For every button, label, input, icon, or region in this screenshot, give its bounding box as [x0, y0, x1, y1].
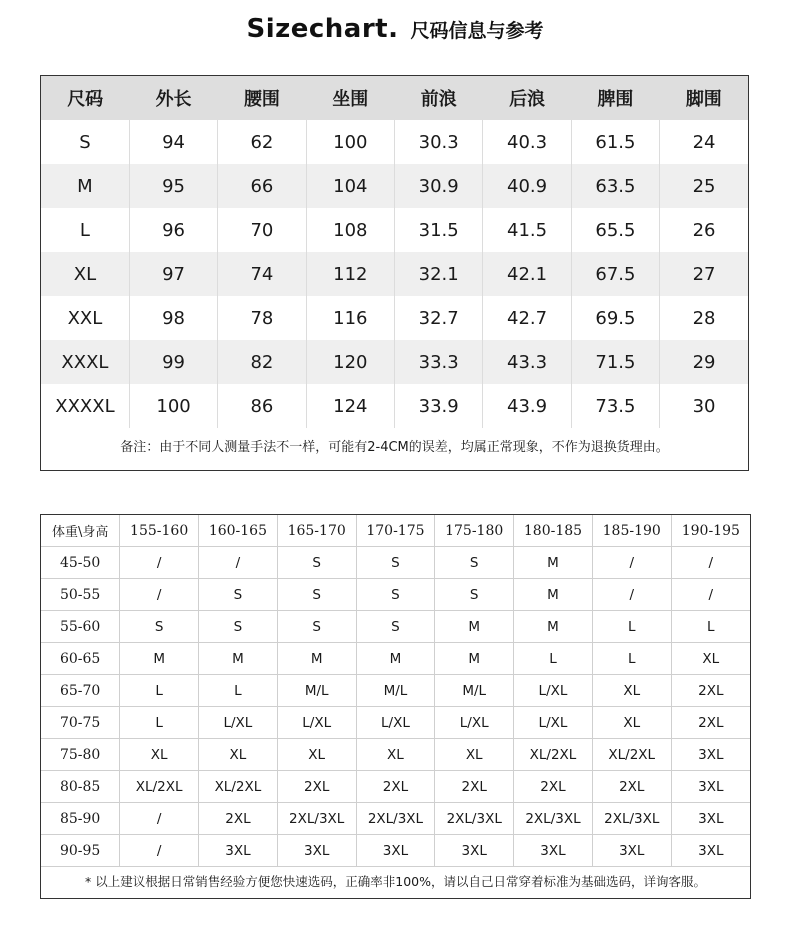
height-range-header-cell: 155-160 [120, 515, 199, 547]
recommended-size-cell: / [120, 547, 199, 579]
recommended-size-cell: 3XL [671, 739, 750, 771]
size-chart-cell: 40.9 [483, 164, 571, 208]
size-chart-cell: 100 [129, 384, 217, 428]
size-chart-header-cell: 腰围 [218, 76, 306, 120]
size-chart-cell: 73.5 [571, 384, 659, 428]
recommended-size-cell: M/L [277, 675, 356, 707]
height-range-header-cell: 170-175 [356, 515, 435, 547]
recommended-size-cell: L/XL [514, 707, 593, 739]
height-range-header-cell: 160-165 [199, 515, 278, 547]
size-chart-cell: 33.3 [395, 340, 483, 384]
recommended-size-cell: S [356, 579, 435, 611]
height-range-header-cell: 165-170 [277, 515, 356, 547]
size-label-cell: S [41, 120, 129, 164]
recommended-size-cell: XL/2XL [514, 739, 593, 771]
size-chart-cell: 82 [218, 340, 306, 384]
recommended-size-cell: 2XL/3XL [277, 803, 356, 835]
size-chart-row [41, 384, 748, 428]
title-main: Sizechart. [246, 14, 399, 44]
size-chart-cell: 116 [306, 296, 394, 340]
size-chart-row [41, 164, 748, 208]
weight-height-row [41, 803, 750, 835]
weight-height-row [41, 579, 750, 611]
recommended-size-cell: / [671, 547, 750, 579]
weight-height-row [41, 739, 750, 771]
recommended-size-cell: M [120, 643, 199, 675]
recommended-size-cell: L [514, 643, 593, 675]
recommended-size-cell: / [120, 579, 199, 611]
size-label-cell: XXL [41, 296, 129, 340]
weight-height-row [41, 643, 750, 675]
recommended-size-cell: 2XL/3XL [356, 803, 435, 835]
recommended-size-cell: 2XL [671, 675, 750, 707]
size-chart-cell: 28 [660, 296, 748, 340]
recommended-size-cell: 2XL [671, 707, 750, 739]
size-chart-cell: 26 [660, 208, 748, 252]
recommended-size-cell: 3XL [356, 835, 435, 867]
recommended-size-cell: S [435, 547, 514, 579]
recommended-size-cell: 2XL [199, 803, 278, 835]
weight-range-cell: 60-65 [41, 643, 120, 675]
recommended-size-cell: L/XL [514, 675, 593, 707]
recommended-size-cell: XL [671, 643, 750, 675]
size-chart-header-cell: 前浪 [395, 76, 483, 120]
recommended-size-cell: M [199, 643, 278, 675]
size-chart-row [41, 340, 748, 384]
weight-height-row [41, 611, 750, 643]
recommended-size-cell: S [356, 611, 435, 643]
size-chart-cell: 104 [306, 164, 394, 208]
size-chart-cell: 30.3 [395, 120, 483, 164]
recommended-size-cell: L/XL [277, 707, 356, 739]
recommended-size-cell: L [199, 675, 278, 707]
recommended-size-cell: M/L [356, 675, 435, 707]
recommended-size-cell: 3XL [592, 835, 671, 867]
recommended-size-cell: / [199, 547, 278, 579]
size-chart-cell: 32.7 [395, 296, 483, 340]
size-label-cell: XXXXL [41, 384, 129, 428]
recommended-size-cell: 3XL [514, 835, 593, 867]
page-title [0, 14, 790, 58]
size-chart-cell: 86 [218, 384, 306, 428]
recommended-size-cell: L [120, 675, 199, 707]
recommended-size-cell: 2XL [277, 771, 356, 803]
size-chart-cell: 124 [306, 384, 394, 428]
recommended-size-cell: M [356, 643, 435, 675]
size-chart-cell: 120 [306, 340, 394, 384]
recommended-size-cell: 2XL [514, 771, 593, 803]
weight-range-cell: 85-90 [41, 803, 120, 835]
size-chart-cell: 29 [660, 340, 748, 384]
recommended-size-cell: 3XL [199, 835, 278, 867]
recommended-size-cell: 2XL [592, 771, 671, 803]
size-chart-cell: 24 [660, 120, 748, 164]
recommended-size-cell: M [514, 547, 593, 579]
size-chart-header-cell: 外长 [129, 76, 217, 120]
recommended-size-cell: L [120, 707, 199, 739]
size-chart-cell: 108 [306, 208, 394, 252]
size-chart-cell: 61.5 [571, 120, 659, 164]
recommended-size-cell: 3XL [277, 835, 356, 867]
recommended-size-cell: L [592, 643, 671, 675]
recommended-size-cell: / [592, 579, 671, 611]
recommended-size-cell: XL [199, 739, 278, 771]
recommended-size-cell: XL/2XL [199, 771, 278, 803]
recommended-size-cell: / [120, 835, 199, 867]
recommended-size-cell: / [671, 579, 750, 611]
size-chart-cell: 31.5 [395, 208, 483, 252]
size-chart-cell: 112 [306, 252, 394, 296]
recommended-size-cell: 2XL/3XL [592, 803, 671, 835]
size-chart-body [41, 120, 748, 428]
size-chart-cell: 27 [660, 252, 748, 296]
size-chart-cell: 97 [129, 252, 217, 296]
recommended-size-cell: S [277, 611, 356, 643]
weight-height-note: * 以上建议根据日常销售经验方便您快速选码，正确率非100%，请以自己日常穿着标准为基础选码，详询客服。 [85, 874, 706, 889]
weight-height-row [41, 835, 750, 867]
recommended-size-cell: S [199, 611, 278, 643]
size-chart-box [40, 75, 749, 471]
recommended-size-cell: 2XL/3XL [435, 803, 514, 835]
recommended-size-cell: XL/2XL [592, 739, 671, 771]
weight-range-cell: 50-55 [41, 579, 120, 611]
recommended-size-cell: M/L [435, 675, 514, 707]
height-range-header-cell: 190-195 [671, 515, 750, 547]
size-chart-cell: 99 [129, 340, 217, 384]
weight-range-cell: 65-70 [41, 675, 120, 707]
height-range-header-cell: 185-190 [592, 515, 671, 547]
recommended-size-cell: S [120, 611, 199, 643]
size-chart-header-cell: 后浪 [483, 76, 571, 120]
size-chart-table [41, 76, 748, 428]
height-range-header-cell: 180-185 [514, 515, 593, 547]
recommended-size-cell: L/XL [435, 707, 514, 739]
recommended-size-cell: / [592, 547, 671, 579]
size-label-cell: M [41, 164, 129, 208]
size-chart-cell: 32.1 [395, 252, 483, 296]
height-range-header-cell: 175-180 [435, 515, 514, 547]
recommended-size-cell: 3XL [671, 771, 750, 803]
recommended-size-cell: 3XL [435, 835, 514, 867]
size-chart-cell: 96 [129, 208, 217, 252]
size-chart-header-cell: 坐围 [306, 76, 394, 120]
recommended-size-cell: S [435, 579, 514, 611]
recommended-size-cell: XL [592, 707, 671, 739]
weight-range-cell: 55-60 [41, 611, 120, 643]
size-chart-cell: 30.9 [395, 164, 483, 208]
size-chart-cell: 63.5 [571, 164, 659, 208]
size-chart-row [41, 296, 748, 340]
size-label-cell: XXXL [41, 340, 129, 384]
size-chart-cell: 41.5 [483, 208, 571, 252]
size-chart-cell: 33.9 [395, 384, 483, 428]
recommended-size-cell: XL [356, 739, 435, 771]
size-chart-note: 备注：由于不同人测量手法不一样，可能有2-4CM的误差，均属正常现象，不作为退换货理由。 [120, 440, 669, 455]
size-chart-cell: 98 [129, 296, 217, 340]
recommended-size-cell: M [514, 579, 593, 611]
weight-range-cell: 70-75 [41, 707, 120, 739]
size-chart-cell: 69.5 [571, 296, 659, 340]
weight-height-header-row [41, 515, 750, 547]
size-chart-row [41, 208, 748, 252]
weight-height-row [41, 675, 750, 707]
weight-height-row [41, 707, 750, 739]
recommended-size-cell: XL/2XL [120, 771, 199, 803]
recommended-size-cell: M [277, 643, 356, 675]
recommended-size-cell: XL [277, 739, 356, 771]
recommended-size-cell: M [435, 611, 514, 643]
size-chart-cell: 74 [218, 252, 306, 296]
size-chart-cell: 94 [129, 120, 217, 164]
weight-range-cell: 90-95 [41, 835, 120, 867]
recommended-size-cell: 3XL [671, 803, 750, 835]
recommended-size-cell: S [199, 579, 278, 611]
size-chart-cell: 25 [660, 164, 748, 208]
recommended-size-cell: S [277, 547, 356, 579]
size-chart-cell: 65.5 [571, 208, 659, 252]
weight-range-cell: 45-50 [41, 547, 120, 579]
size-chart-cell: 67.5 [571, 252, 659, 296]
weight-range-cell: 75-80 [41, 739, 120, 771]
recommended-size-cell: L/XL [356, 707, 435, 739]
size-chart-header-cell: 脚围 [660, 76, 748, 120]
weight-height-row [41, 547, 750, 579]
recommended-size-cell: XL [435, 739, 514, 771]
weight-height-chart-box [40, 514, 751, 899]
size-chart-cell: 30 [660, 384, 748, 428]
size-chart-header-row [41, 76, 748, 120]
recommended-size-cell: 2XL [435, 771, 514, 803]
size-chart-cell: 42.7 [483, 296, 571, 340]
recommended-size-cell: XL [592, 675, 671, 707]
size-chart-cell: 71.5 [571, 340, 659, 384]
recommended-size-cell: / [120, 803, 199, 835]
size-chart-cell: 42.1 [483, 252, 571, 296]
recommended-size-cell: 3XL [671, 835, 750, 867]
recommended-size-cell: M [514, 611, 593, 643]
size-chart-header-cell: 尺码 [41, 76, 129, 120]
recommended-size-cell: 2XL/3XL [514, 803, 593, 835]
recommended-size-cell: L/XL [199, 707, 278, 739]
size-chart-cell: 70 [218, 208, 306, 252]
recommended-size-cell: L [671, 611, 750, 643]
size-chart-cell: 43.3 [483, 340, 571, 384]
recommended-size-cell: XL [120, 739, 199, 771]
size-chart-cell: 100 [306, 120, 394, 164]
recommended-size-cell: S [356, 547, 435, 579]
recommended-size-cell: S [277, 579, 356, 611]
size-chart-row [41, 252, 748, 296]
size-chart-cell: 40.3 [483, 120, 571, 164]
size-chart-cell: 78 [218, 296, 306, 340]
title-subtitle: 尺码信息与参考 [410, 20, 544, 42]
size-chart-header-cell: 脾围 [571, 76, 659, 120]
weight-height-body [41, 547, 750, 867]
recommended-size-cell: L [592, 611, 671, 643]
size-chart-row [41, 120, 748, 164]
weight-height-row [41, 771, 750, 803]
size-chart-cell: 43.9 [483, 384, 571, 428]
weight-range-cell: 80-85 [41, 771, 120, 803]
weight-height-table [41, 515, 750, 867]
size-label-cell: L [41, 208, 129, 252]
size-chart-cell: 95 [129, 164, 217, 208]
size-chart-cell: 62 [218, 120, 306, 164]
size-label-cell: XL [41, 252, 129, 296]
recommended-size-cell: M [435, 643, 514, 675]
recommended-size-cell: 2XL [356, 771, 435, 803]
weight-height-corner-cell: 体重\身高 [41, 515, 120, 547]
size-chart-cell: 66 [218, 164, 306, 208]
